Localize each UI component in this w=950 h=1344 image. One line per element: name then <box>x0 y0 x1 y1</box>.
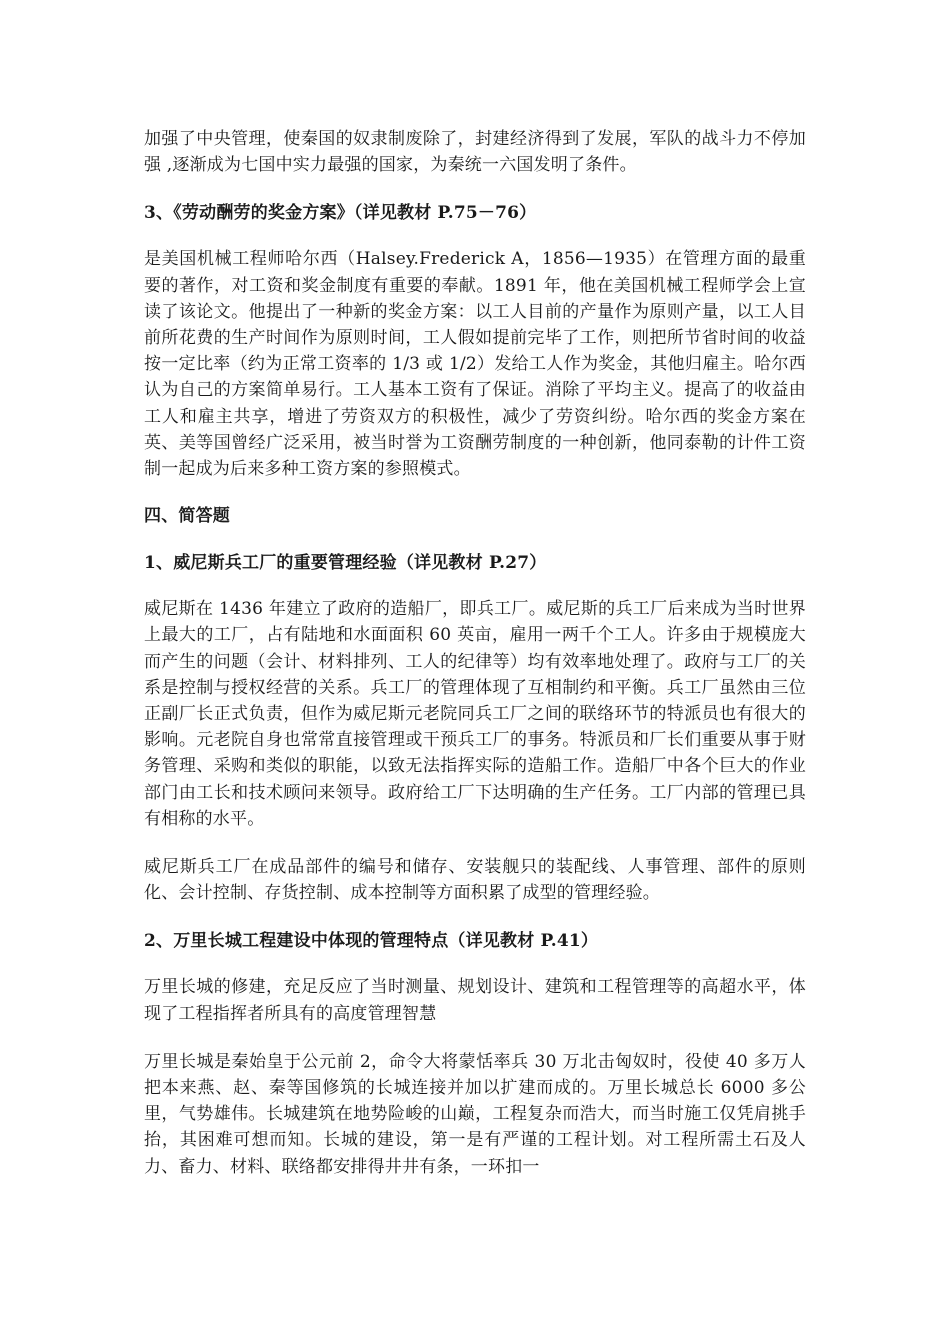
intro-paragraph: 加强了中央管理，使秦国的奴隶制废除了，封建经济得到了发展，军队的战斗力不停加强 ,逐渐成为七国中实力最强的国家，为秦统一六国发明了条件。 <box>144 129 806 176</box>
section-heading-great-wall: 2、万里长城工程建设中体现的管理特点（详见教材 P.41） <box>144 931 599 952</box>
document-page <box>144 120 806 1180</box>
venice-paragraph-1: 威尼斯在 1436 年建立了政府的造船厂，即兵工厂。威尼斯的兵工厂后来成为当时世界上最大的工厂，占有陆地和水面面积 60 英亩，雇用一两千个工人。许多由于规模庞大而产生的问题（会计、材料排列、工人的纪律等）均有效率地处理了。政府与工厂的关系是控制与授权经营的关系。兵工厂的管理体现了互相制约和平衡。兵工厂虽然由三位正副厂长正式负责，但作为威尼斯元老院同兵工厂之间的联络环节的特派员也有很大的影响。元老院自身也常常直接管理或干预兵工厂的事务。特派员和厂长们重要从事于财务管理、采购和类似的职能，以致无法指挥实际的造船工作。造船厂中各个巨大的作业部门由工长和技术顾问来领导。政府给工厂下达明确的生产任务。工厂内部的管理已具有相称的水平。 <box>144 599 806 829</box>
venice-paragraph-2: 威尼斯兵工厂在成品部件的编号和储存、安装舰只的装配线、人事管理、部件的原则化、会计控制、存货控制、成本控制等方面积累了成型的管理经验。 <box>144 857 806 904</box>
halsey-paragraph: 是美国机械工程师哈尔西（Halsey.Frederick A，1856—1935）在管理方面的最重要的著作，对工资和奖金制度有重要的奉献。1891 年，他在美国机械工程师学会上宣读了该论文。他提出了一种新的奖金方案：以工人目前的产量作为原则产量，以工人目前所花费的生产时间作为原则时间，工人假如提前完毕了工作，则把所节省时间的收益按一定比率（约为正常工资率的 1/3 或 1/2）发给工人作为奖金，其他归雇主。哈尔西认为自己的方案简单易行。工人基本工资有了保证。消除了平均主义。提高了的收益由工人和雇主共享，增进了劳资双方的积极性，减少了劳资纠纷。哈尔西的奖金方案在英、美等国曾经广泛采用，被当时誉为工资酬劳制度的一种创新，他同泰勒的计件工资制一起成为后来多种工资方案的参照模式。 <box>144 249 806 480</box>
great-wall-paragraph-1: 万里长城的修建，充足反应了当时测量、规划设计、建筑和工程管理等的高超水平，体现了工程指挥者所具有的高度管理智慧 <box>144 977 806 1024</box>
section-heading-venice: 1、威尼斯兵工厂的重要管理经验（详见教材 P.27） <box>144 553 547 574</box>
great-wall-paragraph-2: 万里长城是秦始皇于公元前 2，命令大将蒙恬率兵 30 万北击匈奴时，役使 40 多万人把本来燕、赵、秦等国修筑的长城连接并加以扩建而成的。万里长城总长 6000 多公里，气势雄伟。长城建筑在地势险峻的山巅，工程复杂而浩大，而当时施工仅凭肩挑手抬，其困难可想而知。长城的建设，第一是有严谨的工程计划。对工程所需土石及人力、畜力、材料、联络都安排得井井有条，一环扣一 <box>144 1051 806 1177</box>
chapter-heading-short-answer: 四、简答题 <box>144 506 230 527</box>
section-heading-halsey: 3、《劳动酬劳的奖金方案》（详见教材 P.75－76） <box>144 203 537 224</box>
